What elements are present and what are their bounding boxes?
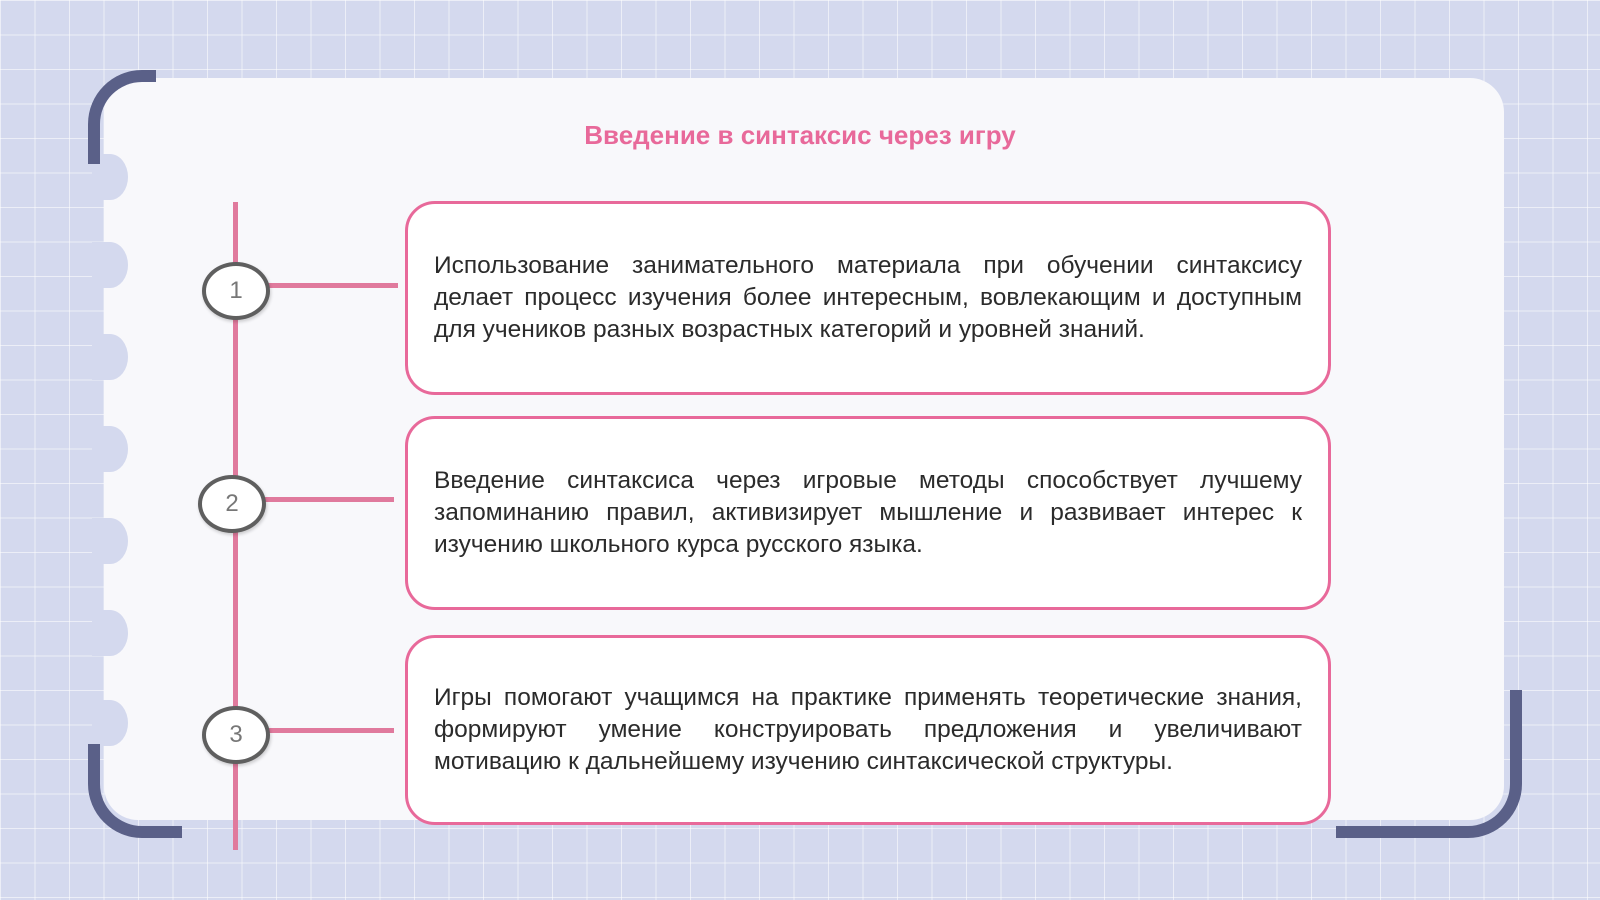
step-number-3: 3	[202, 706, 270, 764]
step-number-1: 1	[202, 262, 270, 320]
card-edge-notch	[92, 426, 128, 472]
step-number-2: 2	[198, 475, 266, 533]
text-box-1-content: Использование занимательного материала при обучении синтаксису делает процесс изучения более интересным, вовлекающим и доступным для учеников разных возрастных категорий и уровней знаний.	[434, 252, 1302, 343]
timeline-connector-2	[258, 497, 394, 502]
corner-bracket-bottom-right	[1336, 690, 1522, 838]
card-edge-notch	[92, 518, 128, 564]
card-edge-notch	[92, 610, 128, 656]
card-edge-notch	[92, 242, 128, 288]
card-edge-notch	[92, 334, 128, 380]
corner-bracket-top-left	[88, 70, 156, 164]
text-box-1	[405, 201, 1331, 395]
text-box-2	[405, 416, 1331, 610]
timeline-connector-1	[262, 283, 398, 288]
text-box-2-content: Введение синтаксиса через игровые методы способствует лучшему запоминанию правил, активизирует мышление и развивает интерес к изучению школьного курса русского языка.	[434, 467, 1302, 558]
text-box-3	[405, 635, 1331, 825]
text-box-3-content: Игры помогают учащимся на практике применять теоретические знания, формируют умение конструировать предложения и увеличивают мотивацию к дальнейшему изучению синтаксической структуры.	[434, 684, 1302, 775]
slide-title: Введение в синтаксис через игру	[584, 120, 1016, 150]
card-edge-notch	[92, 700, 128, 746]
timeline-connector-3	[262, 728, 394, 733]
corner-bracket-bottom-left	[88, 744, 182, 838]
